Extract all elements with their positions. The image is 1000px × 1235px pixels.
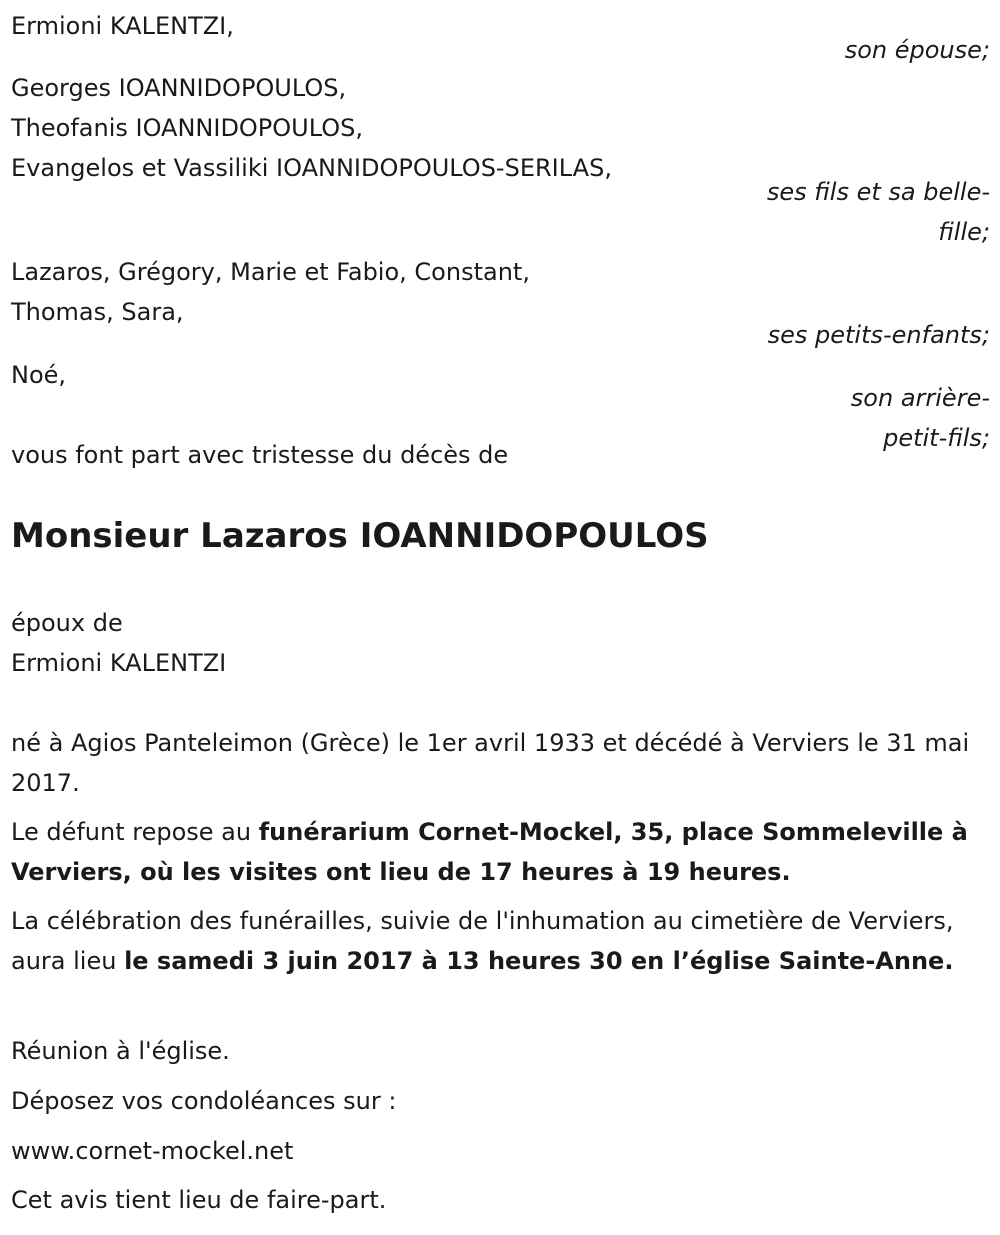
- son-1: Georges IOANNIDOPOULOS,: [11, 74, 347, 102]
- repose-paragraph: [11, 812, 996, 892]
- great-grandchild-relation-line2: petit-fils;: [883, 424, 990, 452]
- spouse-label: époux de: [11, 609, 123, 637]
- ceremony-details: le samedi 3 juin 2017 à 13 heures 30 en l’église Sainte-Anne.: [124, 947, 954, 975]
- wife-name: Ermioni KALENTZI,: [11, 12, 234, 40]
- great-grandchild-relation-line1: son arrière-: [850, 384, 990, 412]
- deceased-name: Monsieur Lazaros IOANNIDOPOULOS: [11, 516, 709, 556]
- wife-relation: son épouse;: [844, 36, 990, 64]
- ceremony-paragraph: [11, 901, 996, 981]
- notice-text: Cet avis tient lieu de faire-part.: [11, 1186, 387, 1214]
- reunion-text: Réunion à l'église.: [11, 1037, 230, 1065]
- great-grandchild: Noé,: [11, 361, 67, 389]
- website-link[interactable]: www.cornet-mockel.net: [11, 1137, 294, 1165]
- son-3: Evangelos et Vassiliki IOANNIDOPOULOS-SERILAS,: [11, 154, 612, 182]
- ceremony-intro: La célébration des funérailles, suivie de l'inhumation au cimetière de Verviers, aura lieu: [11, 907, 954, 975]
- birth-death-text: né à Agios Panteleimon (Grèce) le 1er avril 1933 et décédé à Verviers le 31 mai 2017.: [11, 729, 970, 797]
- repose-location: funérarium Cornet-Mockel, 35, place Sommeleville à Verviers, où les visites ont lieu de 17 heures à 19 heures.: [11, 818, 968, 886]
- spouse-name: Ermioni KALENTZI: [11, 649, 227, 677]
- announce-text: vous font part avec tristesse du décès de: [11, 441, 509, 469]
- grandchildren-line1: Lazaros, Grégory, Marie et Fabio, Constant,: [11, 258, 530, 286]
- sons-relation-line2: fille;: [938, 218, 990, 246]
- son-2: Theofanis IOANNIDOPOULOS,: [11, 114, 364, 142]
- repose-intro: Le défunt repose au: [11, 818, 259, 846]
- sons-relation-line1: ses fils et sa belle-: [766, 178, 990, 206]
- grandchildren-line2: Thomas, Sara,: [11, 298, 184, 326]
- grandchildren-relation: ses petits-enfants;: [767, 321, 990, 349]
- condolences-text: Déposez vos condoléances sur :: [11, 1087, 397, 1115]
